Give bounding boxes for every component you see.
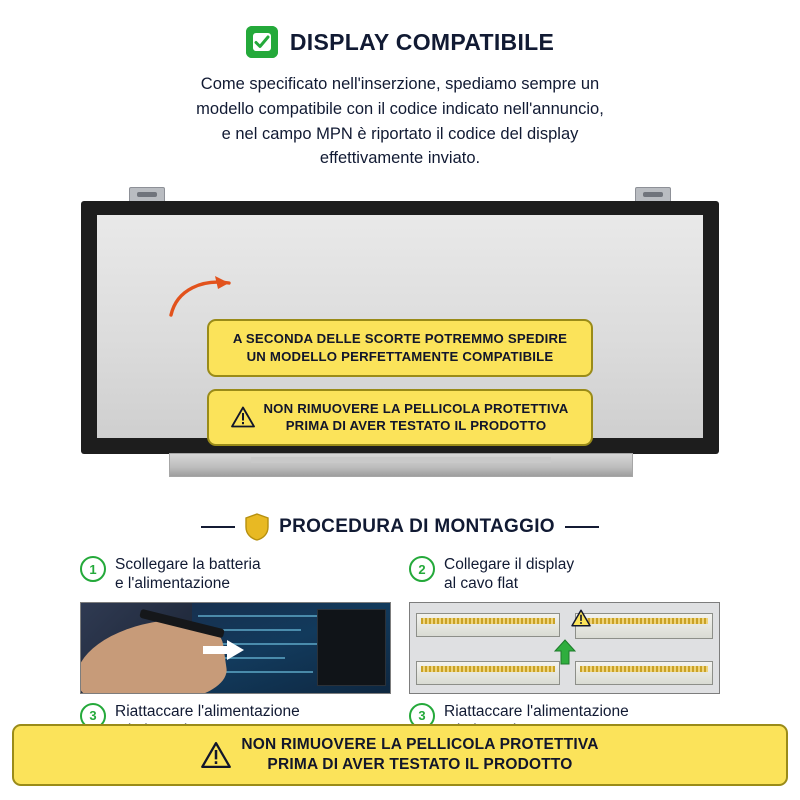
montaggio-section-header [0, 513, 800, 541]
warning-triangle-icon [201, 741, 231, 769]
callout-film-line-2: PRIMA DI AVER TESTATO IL PRODOTTO [285, 418, 547, 434]
step-text-line-1: Scollegare la batteria [115, 556, 261, 573]
page-title: DISPLAY COMPATIBILE [289, 28, 555, 55]
panel-bezel [81, 201, 719, 454]
intro-line-1: Come specificato nell'inserzione, spediamo sempre un [200, 75, 600, 93]
step-number: 1 [80, 556, 106, 582]
intro-line-3: e nel campo MPN è riportato il codice del display [221, 124, 579, 143]
panel-surface [97, 215, 703, 438]
step-text-line-1: Collegare il display [444, 556, 575, 573]
steps-grid [80, 555, 720, 741]
step-number: 3 [409, 703, 435, 729]
green-up-arrow-icon [554, 639, 576, 665]
callout-film-line-1: NON RIMUOVERE LA PELLICOLA PROTETTIVA [263, 400, 569, 416]
callout-stock-line-2: UN MODELLO PERFETTAMENTE COMPATIBILE [246, 348, 554, 364]
intro-line-4: effettivamente inviato. [319, 149, 481, 168]
step-number: 3 [80, 703, 106, 729]
header [0, 0, 800, 58]
montaggio-title: PROCEDURA DI MONTAGGIO [279, 516, 555, 537]
step-text-line-1: Riattaccare l'alimentazione [115, 702, 300, 720]
step-text-line-1: Riattaccare l'alimentazione [444, 702, 629, 720]
flat-cable-top-left [416, 613, 560, 637]
bottom-banner-line-2: PRIMA DI AVER TESTATO IL PRODOTTO [267, 755, 573, 773]
check-square-icon [246, 26, 278, 58]
divider-right [565, 526, 599, 528]
shield-icon [245, 513, 269, 541]
left-margin [0, 0, 12, 800]
white-arrow-icon [203, 639, 245, 661]
intro-paragraph [100, 72, 700, 171]
intro-line-2: modello compatibile con il codice indicato nell'annuncio, [196, 99, 604, 118]
right-margin [788, 0, 800, 800]
connector-bottom-right [575, 661, 713, 685]
laptop-internals-photo [80, 602, 391, 694]
divider-left [201, 526, 235, 528]
connector-top-right [575, 613, 713, 639]
callout-stock-notice [207, 319, 593, 377]
step-text-line-2: al cavo flat [444, 575, 519, 593]
curved-arrow-icon [167, 273, 237, 319]
step-2 [409, 555, 720, 694]
warning-triangle-icon [571, 609, 591, 627]
callout-film-warning [207, 389, 593, 447]
battery-block [317, 609, 386, 687]
panel-bottom-strip [169, 453, 633, 477]
bottom-banner-line-1: NON RIMUOVERE LA PELLICOLA PROTETTIVA [241, 735, 599, 753]
flat-cable-connector-photo [409, 602, 720, 694]
warning-triangle-icon [231, 406, 255, 428]
bottom-warning-banner [12, 724, 788, 786]
display-panel-illustration [81, 187, 719, 487]
step-1 [80, 555, 391, 694]
flat-cable-bottom-left [416, 661, 560, 685]
step-number: 2 [409, 556, 435, 582]
step-text-line-2: e l'alimentazione [115, 575, 230, 593]
callout-stock-line-1: A SECONDA DELLE SCORTE POTREMMO SPEDIRE [232, 331, 568, 346]
